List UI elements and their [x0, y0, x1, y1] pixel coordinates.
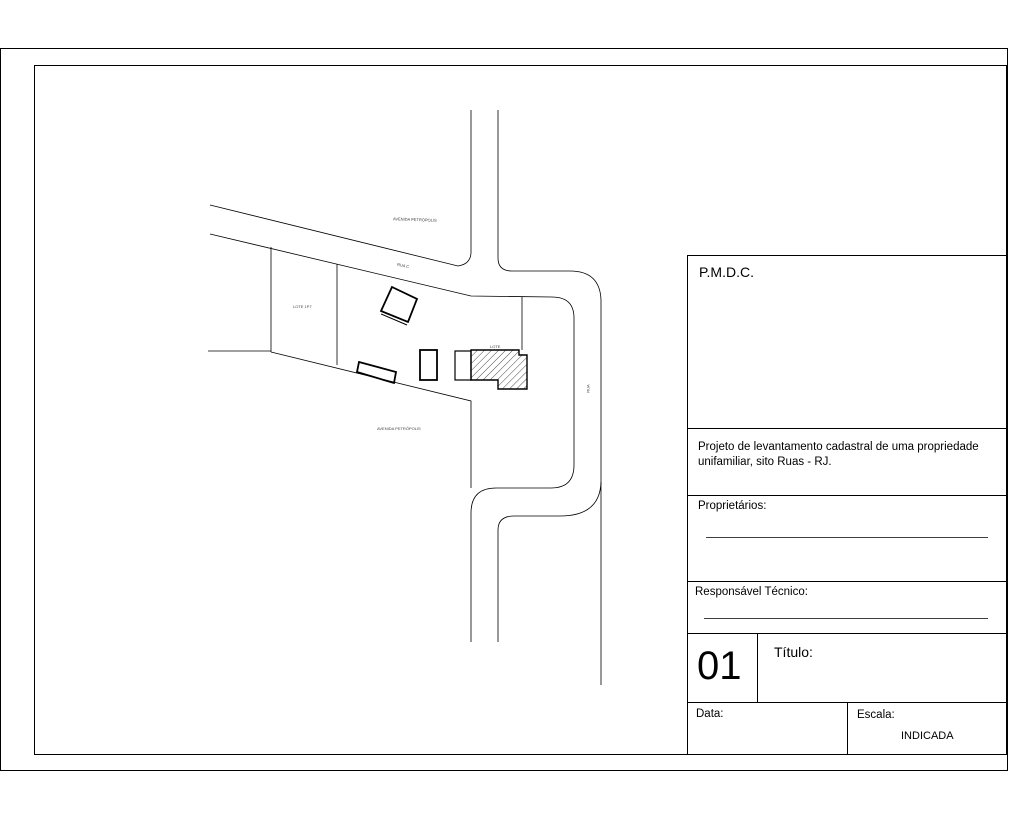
scale-label: Escala: — [857, 709, 895, 721]
technical-label: Responsável Técnico: — [695, 586, 808, 598]
buildings — [357, 287, 471, 383]
building-d — [455, 351, 471, 380]
sheet-number: 01 — [697, 644, 742, 688]
site-plan — [208, 110, 601, 685]
project-description-line2: unifamiliar, sito Ruas - RJ. — [698, 456, 832, 468]
street-label-side: RUA — [585, 384, 591, 393]
corner-label: LOTE — [490, 344, 501, 349]
lot-label: LOTE 1P7 — [293, 304, 312, 309]
title-label: Título: — [774, 644, 813, 660]
owners-label: Proprietários: — [698, 500, 767, 512]
street-label-bottom: AVENIDA PETRÓPOLIS — [377, 426, 421, 431]
office-name: P.M.D.C. — [699, 264, 754, 280]
road-inner-loop — [210, 234, 574, 642]
project-description-line1: Projeto de levantamento cadastral de uma propriedade — [698, 441, 979, 453]
date-label: Data: — [696, 708, 724, 720]
inner-border — [35, 66, 1007, 755]
building-hatched — [471, 350, 527, 389]
street-edge-lower — [271, 352, 471, 488]
street-label-top: AVENIDA PETRÓPOLIS — [392, 216, 437, 223]
road-edge-vertical-right-bottom — [498, 482, 601, 685]
road-edge-vertical-left-top — [210, 110, 471, 266]
outer-border — [1, 49, 1008, 771]
small-street-label: RUA C — [396, 261, 410, 270]
building-c — [420, 350, 437, 380]
road-edge-vertical-right-top — [498, 110, 601, 485]
scale-value: INDICADA — [901, 730, 954, 742]
building-b — [357, 362, 396, 383]
